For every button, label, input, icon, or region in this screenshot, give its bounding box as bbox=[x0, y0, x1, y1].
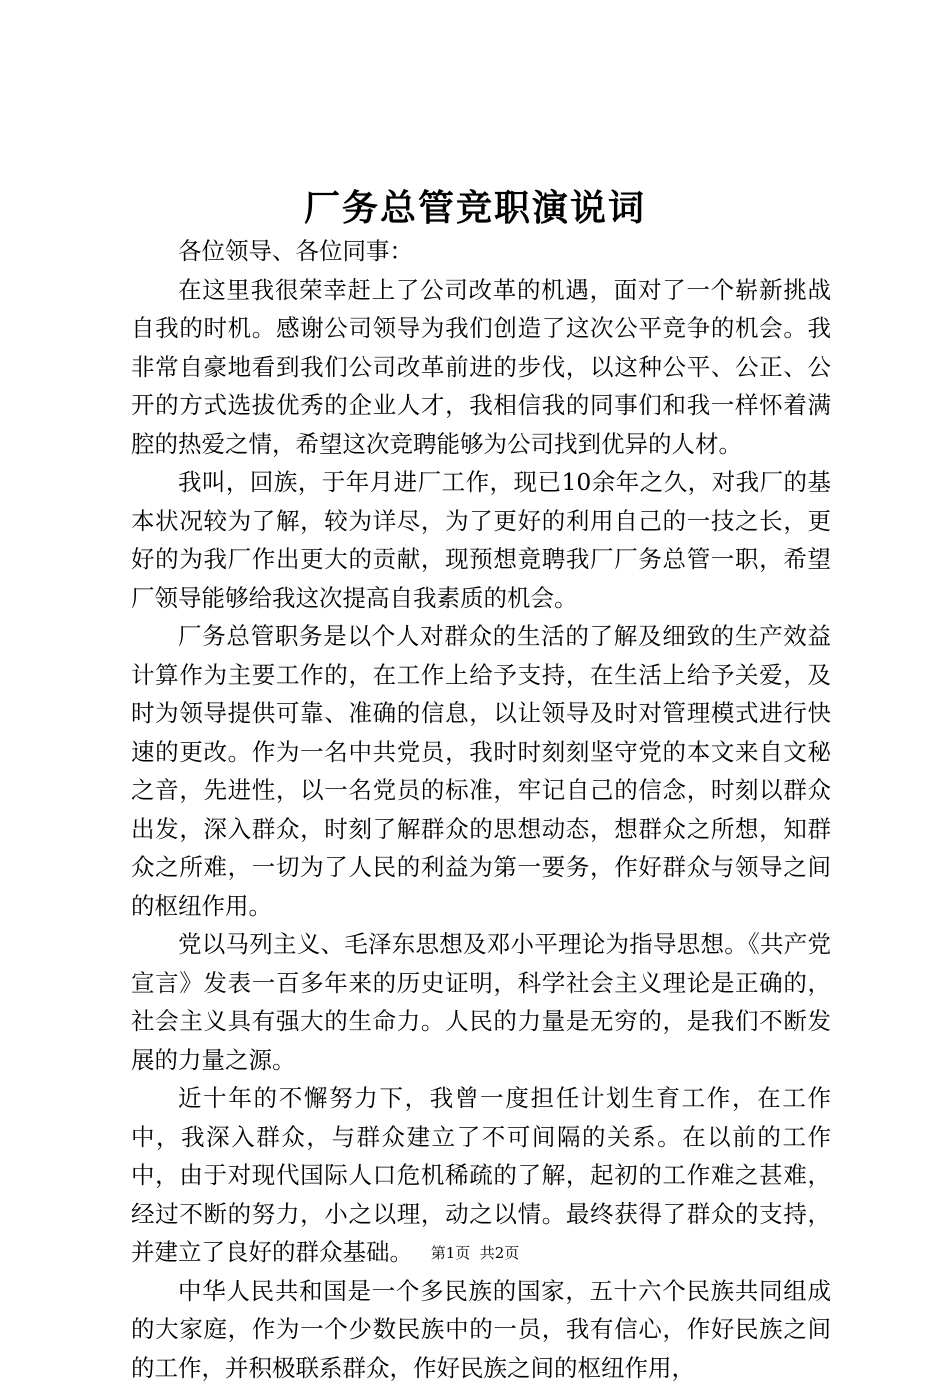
paragraph-5: 近十年的不懈努力下，我曾一度担任计划生育工作，在工作中，我深入群众，与群众建立了不可间隔的关系。在以前的工作中，由于对现代国际人口危机稀疏的了解，起初的工作难之甚难，经过不断的努力，小之以理，动之以情。最终获得了群众的支持，并建立了良好的群众基础。 bbox=[131, 1079, 831, 1272]
paragraph-6: 中华人民共和国是一个多民族的国家，五十六个民族共同组成的大家庭，作为一个少数民族中的一员，我有信心，作好民族之间的工作，并积极联系群众，作好民族之间的枢纽作用， bbox=[131, 1272, 831, 1387]
paragraph-3: 厂务总管职务是以个人对群众的生活的了解及细致的生产效益计算作为主要工作的，在工作上给予支持，在生活上给予关爱，及时为领导提供可靠、准确的信息，以让领导及时对管理模式进行快速的更改。作为一名中共党员，我时时刻刻坚守党的本文来自文秘之音，先进性，以一名党员的标准，牢记自己的信念，时刻以群众出发，深入群众，时刻了解群众的思想动态，想群众之所想，知群众之所难，一切为了人民的利益为第一要务，作好群众与领导之间的枢纽作用。 bbox=[131, 617, 831, 925]
paragraph-2: 我叫，回族，于年月进厂工作，现已10余年之久，对我厂的基本状况较为了解，较为详尽，为了更好的利用自己的一技之长，更好的为我厂作出更大的贡献，现预想竟聘我厂厂务总管一职，希望厂领导能够给我这次提高自我素质的机会。 bbox=[131, 463, 831, 617]
paragraph-1: 在这里我很荣幸赶上了公司改革的机遇，面对了一个崭新挑战自我的时机。感谢公司领导为我们创造了这次公平竞争的机会。我非常自豪地看到我们公司改革前进的步伐，以这种公平、公正、公开的方式选拔优秀的企业人才，我相信我的同事们和我一样怀着满腔的热爱之情，希望这次竞聘能够为公司找到优异的人材。 bbox=[131, 271, 831, 464]
document-body bbox=[131, 232, 831, 1387]
page-footer bbox=[0, 1242, 950, 1264]
paragraph-4: 党以马列主义、毛泽东思想及邓小平理论为指导思想。《共产党宣言》发表一百多年来的历史证明，科学社会主义理论是正确的，社会主义具有强大的生命力。人民的力量是无穷的，是我们不断发展的力量之源。 bbox=[131, 925, 831, 1079]
salutation: 各位领导、各位同事： bbox=[131, 232, 831, 271]
page-number: 第1页 共2页 bbox=[431, 1244, 520, 1262]
document-title: 厂务总管竞职演说词 bbox=[0, 182, 950, 234]
